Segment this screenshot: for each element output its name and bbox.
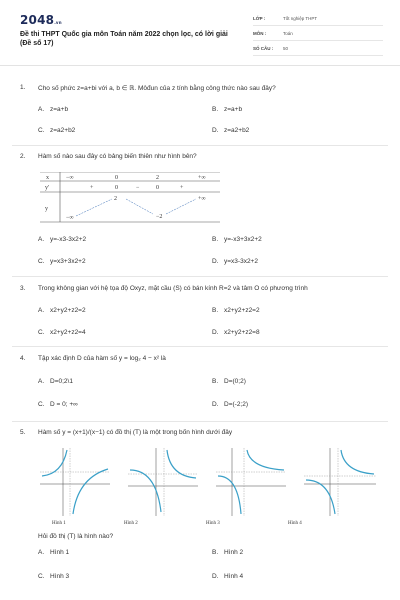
option-2a[interactable]: A. y=-x3-3x2+2 (38, 236, 87, 243)
meta-row-subject (253, 29, 383, 41)
question-stem: Trong không gian với hệ tọa độ Oxyz, mặt cầu (S) có bán kính R=2 và tâm O có phương trình (38, 285, 308, 292)
question-number: 3. (20, 285, 26, 292)
option-3d[interactable]: D. x2+y2+z2=8 (212, 329, 260, 336)
option-1c[interactable]: C. z=a2+b2 (38, 127, 76, 134)
question-2 (20, 153, 385, 165)
table-sign: − (136, 185, 140, 191)
table-x-value: −∞ (66, 175, 74, 181)
table-sign: 0 (156, 185, 159, 191)
variation-arrows (76, 199, 196, 216)
table-y-label: y (45, 206, 48, 212)
option-5c[interactable]: C. Hình 3 (38, 573, 70, 580)
question-stem: Tập xác định D của hàm số y = log₂ 4 − x² là (38, 355, 166, 362)
option-1b[interactable]: B. z=a+b (212, 106, 243, 113)
option-1a[interactable]: A. z=a+b (38, 106, 69, 113)
table-y-value: 2 (114, 196, 117, 202)
divider (12, 346, 388, 347)
option-4c[interactable]: C. D = 0; +∞ (38, 401, 78, 408)
divider (12, 276, 388, 277)
question-number: 2. (20, 153, 26, 160)
option-4a[interactable]: A. D=0;2\1 (38, 378, 73, 385)
option-3b[interactable]: B. x2+y2+z2=2 (212, 307, 260, 314)
meta-row-class (253, 14, 383, 26)
site-logo[interactable]: 2048.vn (20, 13, 62, 27)
option-5a[interactable]: A. Hình 1 (38, 549, 70, 556)
option-4d[interactable]: D. D=(-2;2) (212, 401, 249, 408)
question-stem: Hàm số nào sau đây có bảng biến thiên như hình bên? (38, 153, 197, 160)
option-2b[interactable]: B. y=-x3+3x2+2 (212, 236, 262, 243)
option-5b[interactable]: B. Hình 2 (212, 549, 244, 556)
table-x-value: +∞ (198, 175, 206, 181)
page-header (0, 0, 400, 66)
table-yprime-label: y' (45, 185, 50, 191)
graph-2 (128, 448, 198, 516)
meta-key: MÔN : (253, 31, 267, 36)
question-5 (20, 429, 385, 441)
divider (12, 421, 388, 422)
option-1d[interactable]: D. z=a2+b2 (212, 127, 250, 134)
option-3a[interactable]: A. x2+y2+z2=2 (38, 307, 86, 314)
meta-value[interactable]: Tốt nghiệp THPT (283, 16, 318, 21)
figure-caption: Hình 2 (124, 521, 138, 526)
figure-caption: Hình 4 (288, 521, 302, 526)
figure-caption: Hình 3 (206, 521, 220, 526)
question-stem: Hàm số y = (x+1)/(x−1) có đồ thị (T) là một trong bốn hình dưới đây (38, 429, 233, 436)
graph-3 (216, 448, 286, 516)
meta-key: SỐ CÂU : (253, 46, 274, 51)
divider (12, 145, 388, 146)
table-x-label: x (46, 175, 49, 181)
question-number: 4. (20, 355, 26, 362)
table-x-value: 0 (115, 175, 118, 181)
option-4b[interactable]: B. D=(0;2) (212, 378, 246, 385)
question-3 (20, 285, 385, 297)
graph-1 (40, 448, 110, 516)
question-stem: Cho số phức z=a+bi với a, b ∈ ℝ. Môđun của z tính bằng công thức nào sau đây? (38, 85, 276, 92)
meta-value: 50 (283, 46, 289, 51)
table-sign: + (90, 185, 94, 191)
question-number: 5. (20, 429, 26, 436)
table-x-value: 2 (156, 175, 159, 181)
variation-table (40, 172, 220, 224)
page-title: Đề thi THPT Quốc gia môn Toán năm 2022 chọn lọc, có lời giải (Đề số 17) (20, 31, 228, 47)
question-number: 1. (20, 84, 26, 91)
meta-value[interactable]: Toán (283, 31, 293, 36)
figure-caption: Hình 1 (52, 521, 66, 526)
option-5d[interactable]: D. Hình 4 (212, 573, 244, 580)
table-y-value: +∞ (198, 196, 206, 202)
graph-figures (38, 446, 378, 518)
table-sign: 0 (115, 185, 118, 191)
graph-4 (304, 448, 376, 516)
meta-row-count (253, 44, 383, 56)
option-2d[interactable]: D. y=x3-3x2+2 (212, 258, 258, 265)
option-3c[interactable]: C. x2+y2+z2=4 (38, 329, 86, 336)
option-2c[interactable]: C. y=x3+3x2+2 (38, 258, 86, 265)
table-y-value: −∞ (66, 215, 74, 221)
table-sign: + (180, 185, 184, 191)
question-follow-up: Hỏi đồ thị (T) là hình nào? (38, 533, 114, 540)
question-4 (20, 355, 385, 367)
meta-key: LỚP : (253, 16, 266, 21)
table-y-value: −2 (156, 214, 163, 220)
